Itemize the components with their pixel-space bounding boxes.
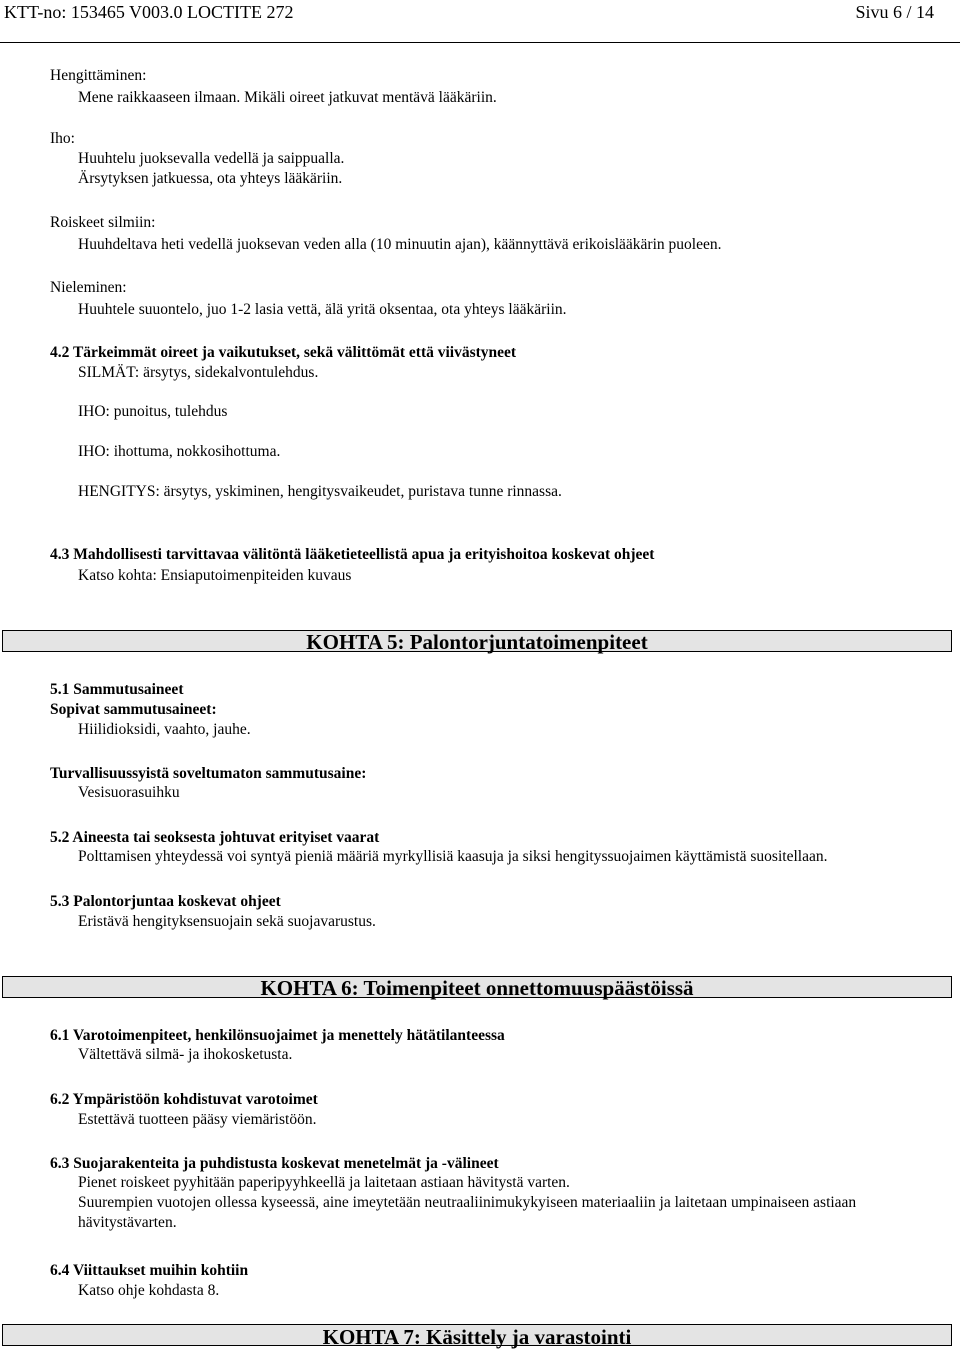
s4-3-text: Katso kohta: Ensiaputoimenpiteiden kuvaus bbox=[78, 567, 352, 584]
s6-3-text-1: Pienet roiskeet pyyhitään paperipyyhkeellä ja laitetaan astiaan hävitystä varten. bbox=[78, 1174, 570, 1191]
s6-3-text-2: Suurempien vuotojen ollessa kyseessä, aine imeytetään neutraaliinimukykyiseen materiaaliin ja laitetaan umpinaiseen astiaan bbox=[78, 1194, 857, 1211]
unsuitable-media-text: Vesisuorasuihku bbox=[78, 784, 180, 801]
ingestion-text: Huuhtele suuontelo, juo 1-2 lasia vettä, älä yritä oksentaa, ota yhteys lääkäriin. bbox=[78, 301, 567, 318]
s6-4-title: 6.4 Viittaukset muihin kohtiin bbox=[50, 1262, 249, 1279]
suitable-media-label: Sopivat sammutusaineet: bbox=[50, 701, 217, 718]
eyes-text: Huuhdeltava heti vedellä juoksevan veden alla (10 minuutin ajan), käännyttävä erikoislääkärin puoleen. bbox=[78, 236, 722, 253]
inhalation-text: Mene raikkaaseen ilmaan. Mikäli oireet jatkuvat mentävä lääkäriin. bbox=[78, 89, 497, 106]
s5-1-title: 5.1 Sammutusaineet bbox=[50, 681, 184, 698]
skin-text-2: Ärsytyksen jatkuessa, ota yhteys lääkäriin. bbox=[78, 170, 343, 187]
unsuitable-media-label: Turvallisuussyistä soveltumaton sammutusaine: bbox=[50, 765, 367, 782]
s6-4-text: Katso ohje kohdasta 8. bbox=[78, 1282, 220, 1299]
s4-2-line-1: SILMÄT: ärsytys, sidekalvontulehdus. bbox=[78, 364, 319, 381]
page-number: Sivu 6 / 14 bbox=[855, 2, 934, 22]
s4-2-line-2: IHO: punoitus, tulehdus bbox=[78, 403, 228, 420]
section-5-title: KOHTA 5: Palontorjuntatoimenpiteet bbox=[306, 630, 648, 654]
s4-2-line-3: IHO: ihottuma, nokkosihottuma. bbox=[78, 443, 281, 460]
inhalation-label: Hengittäminen: bbox=[50, 67, 147, 84]
s5-3-text: Eristävä hengityksensuojain sekä suojavarustus. bbox=[78, 913, 376, 930]
document-header-id: KTT-no: 153465 V003.0 LOCTITE 272 bbox=[4, 2, 294, 22]
skin-text-1: Huuhtelu juoksevalla vedellä ja saippualla. bbox=[78, 150, 345, 167]
ingestion-label: Nieleminen: bbox=[50, 279, 127, 296]
s6-2-text: Estettävä tuotteen pääsy viemäristöön. bbox=[78, 1111, 317, 1128]
section-7-title: KOHTA 7: Käsittely ja varastointi bbox=[322, 1325, 632, 1349]
s6-2-title: 6.2 Ympäristöön kohdistuvat varotoimet bbox=[50, 1091, 318, 1108]
suitable-media-text: Hiilidioksidi, vaahto, jauhe. bbox=[78, 721, 251, 738]
s6-1-title: 6.1 Varotoimenpiteet, henkilönsuojaimet ja menettely hätätilanteessa bbox=[50, 1027, 505, 1044]
s6-1-text: Vältettävä silmä- ja ihokosketusta. bbox=[78, 1046, 293, 1063]
header-rule bbox=[0, 42, 960, 43]
s5-3-title: 5.3 Palontorjuntaa koskevat ohjeet bbox=[50, 893, 281, 910]
eyes-label: Roiskeet silmiin: bbox=[50, 214, 156, 231]
s6-3-text-3: hävitystävarten. bbox=[78, 1214, 177, 1231]
s5-2-text: Polttamisen yhteydessä voi syntyä pieniä määriä myrkyllisiä kaasuja ja siksi hengityssuojaimen käyttämistä suositellaan. bbox=[78, 848, 828, 865]
skin-label: Iho: bbox=[50, 130, 75, 147]
s4-3-title: 4.3 Mahdollisesti tarvittavaa välitöntä lääketieteellistä apua ja erityishoitoa koskevat ohjeet bbox=[50, 546, 655, 563]
s5-2-title: 5.2 Aineesta tai seoksesta johtuvat erityiset vaarat bbox=[50, 829, 380, 846]
section-6-title: KOHTA 6: Toimenpiteet onnettomuuspäästöissä bbox=[260, 976, 694, 1000]
s6-3-title: 6.3 Suojarakenteita ja puhdistusta koskevat menetelmät ja -välineet bbox=[50, 1155, 499, 1172]
s4-2-line-4: HENGITYS: ärsytys, yskiminen, hengitysvaikeudet, puristava tunne rinnassa. bbox=[78, 483, 562, 500]
s4-2-title: 4.2 Tärkeimmät oireet ja vaikutukset, sekä välittömät että viivästyneet bbox=[50, 344, 517, 361]
